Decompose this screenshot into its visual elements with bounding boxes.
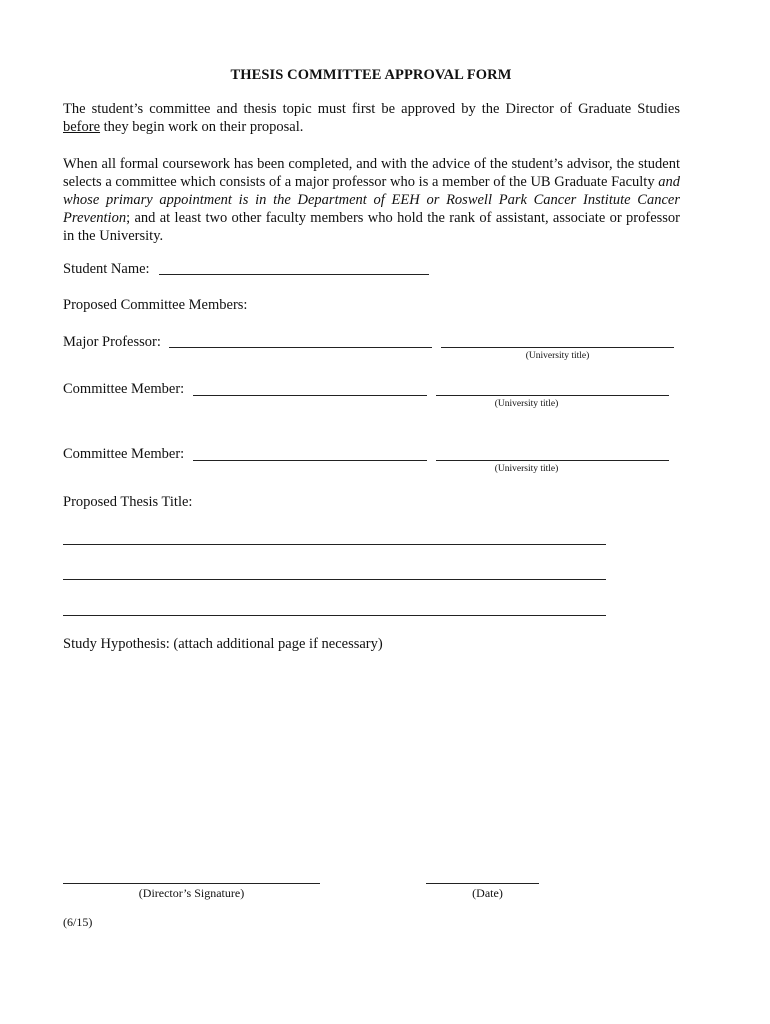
student-name-field[interactable] — [159, 274, 429, 275]
study-hypothesis-area[interactable] — [63, 660, 680, 860]
intro-paragraph — [63, 100, 680, 136]
requirements-italic: and whose primary appointment is in the Department of EEH or Roswell Park Cancer Institute Cancer Prevention — [63, 174, 680, 226]
proposed-committee-label: Proposed Committee Members: — [63, 297, 248, 313]
requirements-text-2: ; and at least two other faculty members who hold the rank of assistant, associate or professor in the University. — [63, 210, 680, 244]
committee-member-1-label: Committee Member: — [63, 381, 185, 397]
date-field[interactable] — [426, 883, 539, 884]
committee-member-1-name-field[interactable] — [193, 395, 427, 396]
study-hypothesis-label: Study Hypothesis: (attach additional page if necessary) — [63, 636, 383, 652]
major-professor-label: Major Professor: — [63, 334, 161, 350]
committee-member-1-title-field[interactable] — [436, 395, 669, 396]
intro-text-after: they begin work on their proposal. — [100, 119, 304, 135]
intro-text-before: The student’s committee and thesis topic must first be approved by the Director of Graduate Studies — [63, 101, 680, 117]
major-professor-title-field[interactable] — [441, 347, 674, 348]
thesis-title-label: Proposed Thesis Title: — [63, 494, 193, 510]
date-caption: (Date) — [472, 886, 503, 900]
thesis-title-line-2[interactable] — [63, 579, 606, 580]
revision-code: (6/15) — [63, 915, 93, 929]
director-signature-field[interactable] — [63, 883, 320, 884]
form-title: THESIS COMMITTEE APPROVAL FORM — [230, 67, 512, 83]
thesis-title-line-1[interactable] — [63, 544, 606, 545]
student-name-label: Student Name: — [63, 261, 150, 277]
committee-member-2-name-field[interactable] — [193, 460, 427, 461]
committee-member-2-label: Committee Member: — [63, 446, 185, 462]
committee-member-1-title-caption: (University title) — [494, 399, 559, 409]
director-signature-caption: (Director’s Signature) — [138, 886, 245, 900]
major-professor-title-caption: (University title) — [525, 351, 590, 361]
committee-member-2-title-caption: (University title) — [494, 464, 559, 474]
intro-underlined-word: before — [63, 119, 101, 135]
requirements-text-1: When all formal coursework has been completed, and with the advice of the student’s advisor, the student selects a committee which consists of a major professor who is a member of the UB Graduate Faculty — [63, 156, 680, 190]
major-professor-name-field[interactable] — [169, 347, 432, 348]
thesis-title-line-3[interactable] — [63, 615, 606, 616]
committee-member-2-title-field[interactable] — [436, 460, 669, 461]
requirements-paragraph — [63, 155, 680, 245]
